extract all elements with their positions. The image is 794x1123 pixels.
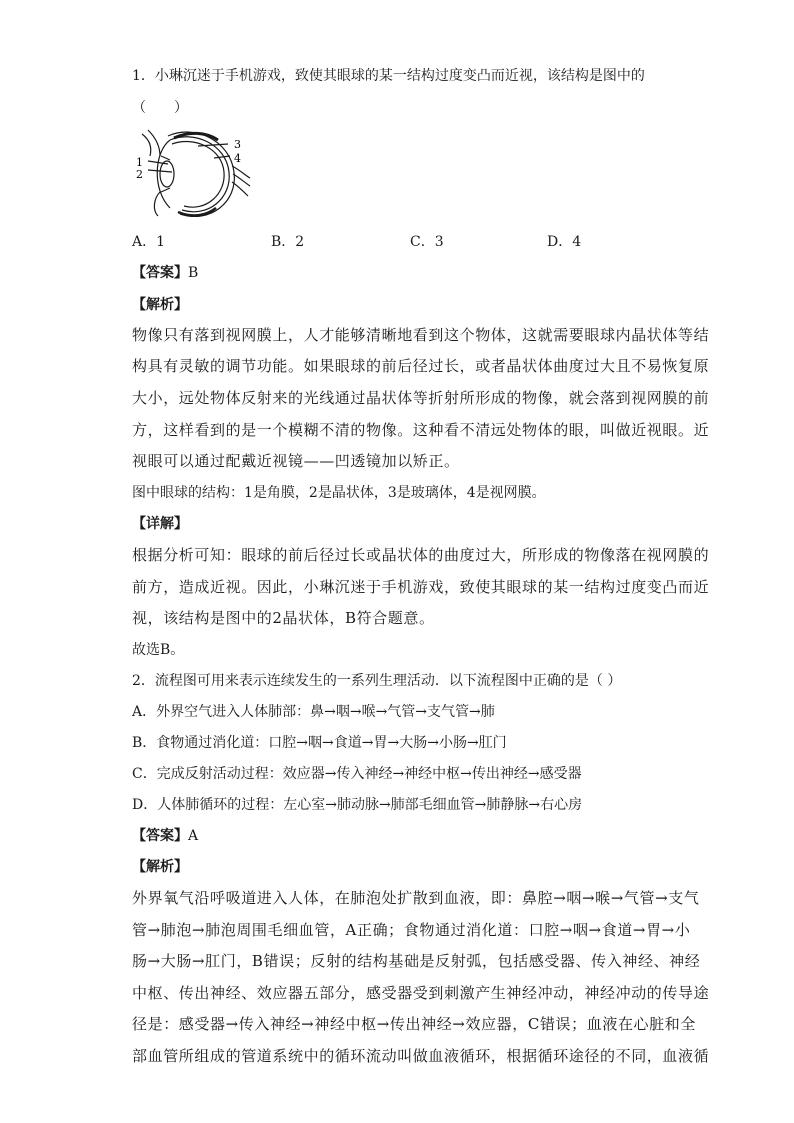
q2-option-c[interactable]: C．完成反射活动过程：效应器→传入神经→神经中枢→传出神经→感受器 (132, 766, 582, 782)
q1-stem: 1．小琳沉迷于手机游戏，致使其眼球的某一结构过度变凸而近视，该结构是图中的 (132, 68, 645, 84)
q1-answer-value: B (188, 265, 199, 281)
q1-detail-tag: 【详解】 (132, 516, 188, 532)
q2-analysis-line: 管→肺泡→肺泡周围毛细血管，A正确；食物通过消化道：口腔→咽→食道→胃→小 (132, 921, 691, 939)
q1-option-d[interactable]: D．4 (547, 234, 582, 250)
q1-analysis-line: 物像只有落到视网膜上，人才能够清晰地看到这个物体，这就需要眼球内晶状体等结 (132, 326, 710, 344)
q1-detail-line: 前方，造成近视。因此，小琳沉迷于手机游戏，致使其眼球的某一结构过度变凸而近 (132, 578, 710, 596)
q2-analysis-line: 中枢、传出神经、效应器五部分，感受器受到刺激产生神经冲动，神经冲动的传导途 (132, 984, 710, 1002)
q1-analysis-tag: 【解析】 (132, 297, 188, 313)
q1-analysis-line: 图中眼球的结构：1是角膜，2是晶状体，3是玻璃体，4是视网膜。 (132, 485, 546, 501)
q2-option-b[interactable]: B．食物通过消化道：口腔→咽→食道→胃→大肠→小肠→肛门 (132, 735, 507, 751)
q1-option-b[interactable]: B．2 (271, 234, 305, 250)
q1-option-c[interactable]: C．3 (410, 234, 444, 250)
q1-option-a[interactable]: A．1 (132, 234, 166, 250)
q1-options (132, 232, 612, 252)
q2-option-a[interactable]: A．外界空气进入人体肺部：鼻→咽→喉→气管→支气管→肺 (132, 704, 495, 720)
q2-analysis-line: 部血管所组成的管道系统中的循环流动叫做血液循环，根据循环途径的不同，血液循 (132, 1047, 710, 1065)
label-4: 4 (234, 152, 241, 165)
brow-line (142, 134, 151, 156)
q1-detail-line: 根据分析可知：眼球的前后径过长或晶状体的曲度过大，所形成的物像落在视网膜的 (132, 546, 710, 564)
leader-line-4 (214, 156, 230, 158)
q1-detail-line: 视，该结构是图中的2晶状体，B符合题意。 (132, 609, 435, 627)
lower-eyelid (154, 192, 160, 216)
label-1: 1 (136, 156, 143, 169)
q1-detail-line: 故选B。 (132, 642, 185, 658)
q2-option-d[interactable]: D．人体肺循环的过程：左心室→肺动脉→肺部毛细血管→肺静脉→右心房 (132, 797, 583, 813)
q1-analysis-line: 构具有灵敏的调节功能。如果眼球的前后径过长，或者晶状体曲度过大且不易恢复原 (132, 357, 710, 375)
retina-outline (172, 142, 224, 208)
q2-analysis-tag: 【解析】 (132, 859, 188, 875)
label-3: 3 (234, 138, 241, 151)
q1-blank: （ ） (132, 100, 188, 116)
label-2: 2 (136, 168, 143, 181)
q2-answer-value: A (188, 828, 199, 844)
q2-analysis-line: 外界氧气沿呼吸道进入人体，在肺泡处扩散到血液，即：鼻腔→咽→喉→气管→支气 (132, 889, 700, 907)
q1-answer-tag: 【答案】 (132, 265, 188, 281)
q1-analysis-line: 大小，远处物体反射来的光线通过晶状体等折射所形成的物像，就会落到视网膜的前 (132, 389, 710, 407)
choroid-outline (170, 137, 229, 212)
q1-analysis-line: 视眼可以通过配戴近视镜——凹透镜加以矫正。 (132, 452, 460, 470)
q1-answer (132, 263, 198, 283)
q2-analysis-line: 径是：感受器→传入神经→神经中枢→传出神经→效应器，C错误；血液在心脏和全 (132, 1015, 696, 1033)
q2-answer (132, 826, 198, 846)
lens (160, 161, 174, 187)
q2-answer-tag: 【答案】 (132, 828, 188, 844)
q2-analysis-line: 肠→大肠→肛门，B错误；反射的结构基础是反射弧，包括感受器、传入神经、神经 (132, 952, 701, 970)
eyeball-diagram (134, 126, 252, 224)
q2-stem: 2．流程图可用来表示连续发生的一系列生理活动．以下流程图中正确的是（ ） (132, 673, 622, 689)
q1-analysis-line: 方，这样看到的是一个模糊不清的物像。这种看不清远处物体的眼，叫做近视眼。近 (132, 421, 710, 439)
